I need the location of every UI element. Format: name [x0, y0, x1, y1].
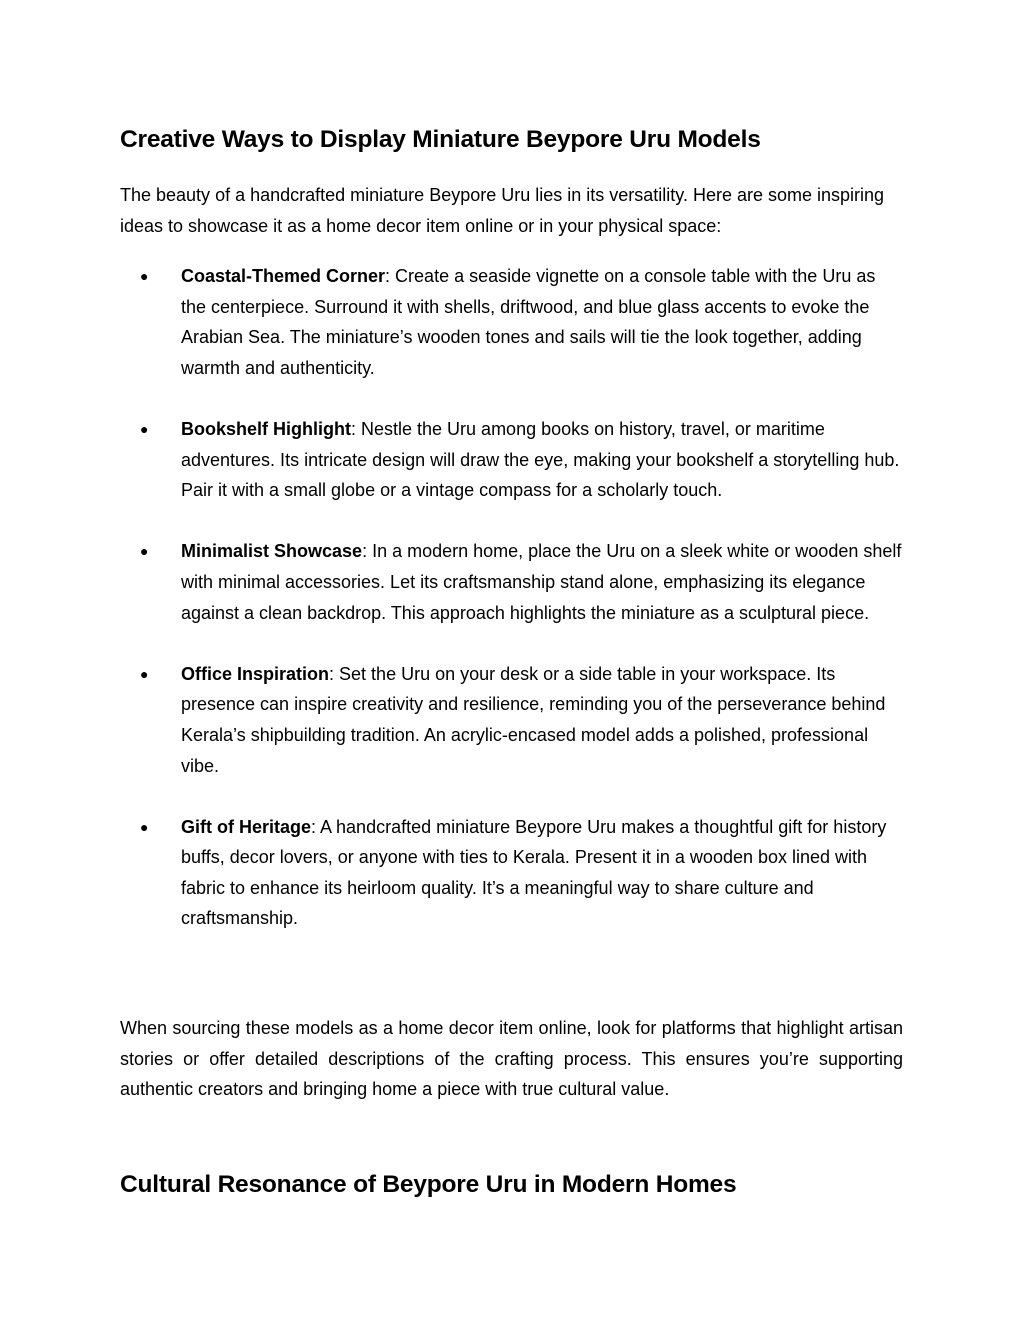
list-item — [120, 536, 903, 628]
list-item — [120, 261, 903, 383]
display-ideas-list — [120, 261, 903, 934]
bullet-icon: ● — [140, 420, 149, 437]
section-heading: Creative Ways to Display Miniature Beypore Uru Models — [120, 126, 761, 153]
bullet-icon: ● — [140, 665, 149, 682]
item-text: : Create a seaside vignette on a console table with the Uru as the centerpiece. Surround it with shells, driftwood, and blue glass accents to evoke the Arabian Sea. The miniature’s wooden tones and sails will tie the look together, adding warmth and authenticity. — [181, 266, 876, 378]
bullet-icon: ● — [140, 268, 149, 284]
bullet-icon: ● — [140, 543, 149, 560]
item-term: Office Inspiration — [181, 663, 330, 684]
item-term: Coastal-Themed Corner — [181, 266, 386, 286]
list-item — [120, 414, 903, 506]
item-term: Bookshelf Highlight — [181, 418, 351, 439]
item-text: : Nestle the Uru among books on history, travel, or maritime adventures. Its intricate design will draw the eye, making your bookshelf a storytelling hub. Pair it with a small globe or a vintage compass for a scholarly touch. — [181, 418, 900, 501]
item-term: Minimalist Showcase — [181, 541, 363, 562]
item-text: : Set the Uru on your desk or a side table in your workspace. Its presence can inspire creativity and resilience, reminding you of the perseverance behind Kerala’s shipbuilding tradition. An acrylic-encased model adds a polished, professional vibe. — [181, 663, 886, 776]
item-term: Gift of Heritage — [181, 816, 312, 837]
list-item — [120, 812, 903, 934]
closing-paragraph: When sourcing these models as a home decor item online, look for platforms that highlight artisan stories or offer detailed descriptions of the crafting process. This ensures you’re supporting authentic creators and bringing home a piece with true cultural value. — [120, 1018, 903, 1100]
list-item — [120, 659, 903, 781]
intro-paragraph: The beauty of a handcrafted miniature Beypore Uru lies in its versatility. Here are some inspiring ideas to showcase it as a home decor item online or in your physical space: — [120, 185, 885, 236]
section-heading: Cultural Resonance of Beypore Uru in Modern Homes — [120, 1171, 737, 1198]
bullet-icon: ● — [140, 818, 149, 835]
item-text: : A handcrafted miniature Beypore Uru makes a thoughtful gift for history buffs, decor lovers, or anyone with ties to Kerala. Present it in a wooden box lined with fabric to enhance its heirloom quality. It’s a meaningful way to share culture and craftsmanship. — [181, 816, 887, 929]
item-text: : In a modern home, place the Uru on a sleek white or wooden shelf with minimal accessories. Let its craftsmanship stand alone, emphasizing its elegance against a clean backdrop. This approach highlights the miniature as a sculptural piece. — [181, 541, 902, 623]
